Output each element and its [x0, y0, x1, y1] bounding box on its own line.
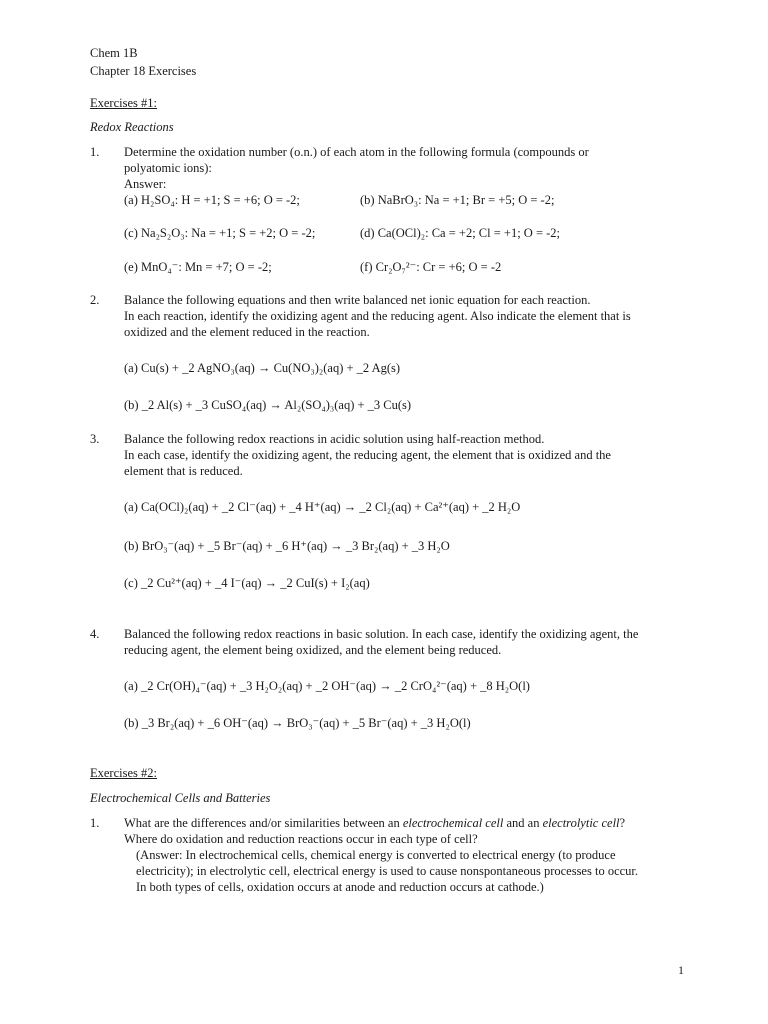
question-text: Balanced the following redox reactions in basic solution. In each case, identify the oxidizing agent, the	[124, 627, 639, 641]
equation: (b) _3 Br₂(aq) + _6 OH⁻(aq) → BrO₃⁻(aq) + _5 Br⁻(aq) + _3 H₂O(l)	[124, 716, 471, 730]
electrochem-topic: Electrochemical Cells and Batteries	[90, 791, 271, 805]
question-text: Determine the oxidation number (o.n.) of each atom in the following formula (compounds or	[124, 145, 589, 159]
question-text: element that is reduced.	[124, 464, 243, 478]
exercises-1-heading: Exercises #1:	[90, 96, 157, 110]
page-number: 1	[678, 963, 684, 977]
question-text: polyatomic ions):	[124, 161, 212, 175]
answer-item: (f) Cr₂O₇²⁻: Cr = +6; O = -2	[360, 260, 502, 274]
question-text: In each reaction, identify the oxidizing agent and the reducing agent. Also indicate the element that is	[124, 309, 631, 323]
equation: (b) _2 Al(s) + _3 CuSO₄(aq) → Al₂(SO₄)₃(aq) + _3 Cu(s)	[124, 398, 412, 412]
answer-text: (Answer: In electrochemical cells, chemical energy is converted to electrical energy (to produce	[136, 848, 616, 862]
redox-topic: Redox Reactions	[90, 120, 174, 134]
answer-item: (e) MnO₄⁻: Mn = +7; O = -2;	[124, 260, 272, 274]
question-text: reducing agent, the element being oxidized, and the element being reduced.	[124, 643, 502, 657]
answer-label: Answer:	[124, 177, 167, 191]
answer-text: electricity); in electrolytic cell, electrical energy is used to cause nonspontaneous processes to occur.	[136, 864, 639, 878]
answer-item: (c) Na₂S₂O₃: Na = +1; S = +2; O = -2;	[124, 226, 316, 240]
equation: (a) Cu(s) + _2 AgNO₃(aq) → Cu(NO₃)₂(aq) + _2 Ag(s)	[124, 361, 401, 375]
equation: (c) _2 Cu²⁺(aq) + _4 I⁻(aq) → _2 CuI(s) + I₂(aq)	[124, 576, 370, 590]
chapter-title: Chapter 18 Exercises	[90, 64, 197, 78]
answer-text: In both types of cells, oxidation occurs at anode and reduction occurs at cathode.)	[136, 880, 544, 894]
question-number: 4.	[90, 627, 100, 641]
equation: (b) BrO₃⁻(aq) + _5 Br⁻(aq) + _6 H⁺(aq) → _3 Br₂(aq) + _3 H₂O	[124, 539, 450, 553]
question-text: In each case, identify the oxidizing agent, the reducing agent, the element that is oxidized and the	[124, 448, 611, 462]
question-number: 1.	[90, 816, 100, 830]
question-text: What are the differences and/or similarities between an electrochemical cell and an electrolytic cell?	[124, 816, 626, 830]
question-text: Balance the following equations and then write balanced net ionic equation for each reaction.	[124, 293, 591, 307]
question-text: oxidized and the element reduced in the reaction.	[124, 325, 370, 339]
exercises-2-heading: Exercises #2:	[90, 766, 157, 780]
question-number: 3.	[90, 432, 100, 446]
equation: (a) _2 Cr(OH)₄⁻(aq) + _3 H₂O₂(aq) + _2 OH⁻(aq) → _2 CrO₄²⁻(aq) + _8 H₂O(l)	[124, 679, 530, 693]
question-number: 1.	[90, 145, 100, 159]
answer-item: (a) H₂SO₄: H = +1; S = +6; O = -2;	[124, 193, 300, 207]
answer-item: (d) Ca(OCl)₂: Ca = +2; Cl = +1; O = -2;	[360, 226, 561, 240]
course-title: Chem 1B	[90, 46, 138, 60]
question-text: Where do oxidation and reduction reactions occur in each type of cell?	[124, 832, 478, 846]
question-number: 2.	[90, 293, 100, 307]
answer-item: (b) NaBrO₃: Na = +1; Br = +5; O = -2;	[360, 193, 555, 207]
question-text: Balance the following redox reactions in acidic solution using half-reaction method.	[124, 432, 545, 446]
equation: (a) Ca(OCl)₂(aq) + _2 Cl⁻(aq) + _4 H⁺(aq) → _2 Cl₂(aq) + Ca²⁺(aq) + _2 H₂O	[124, 500, 521, 514]
